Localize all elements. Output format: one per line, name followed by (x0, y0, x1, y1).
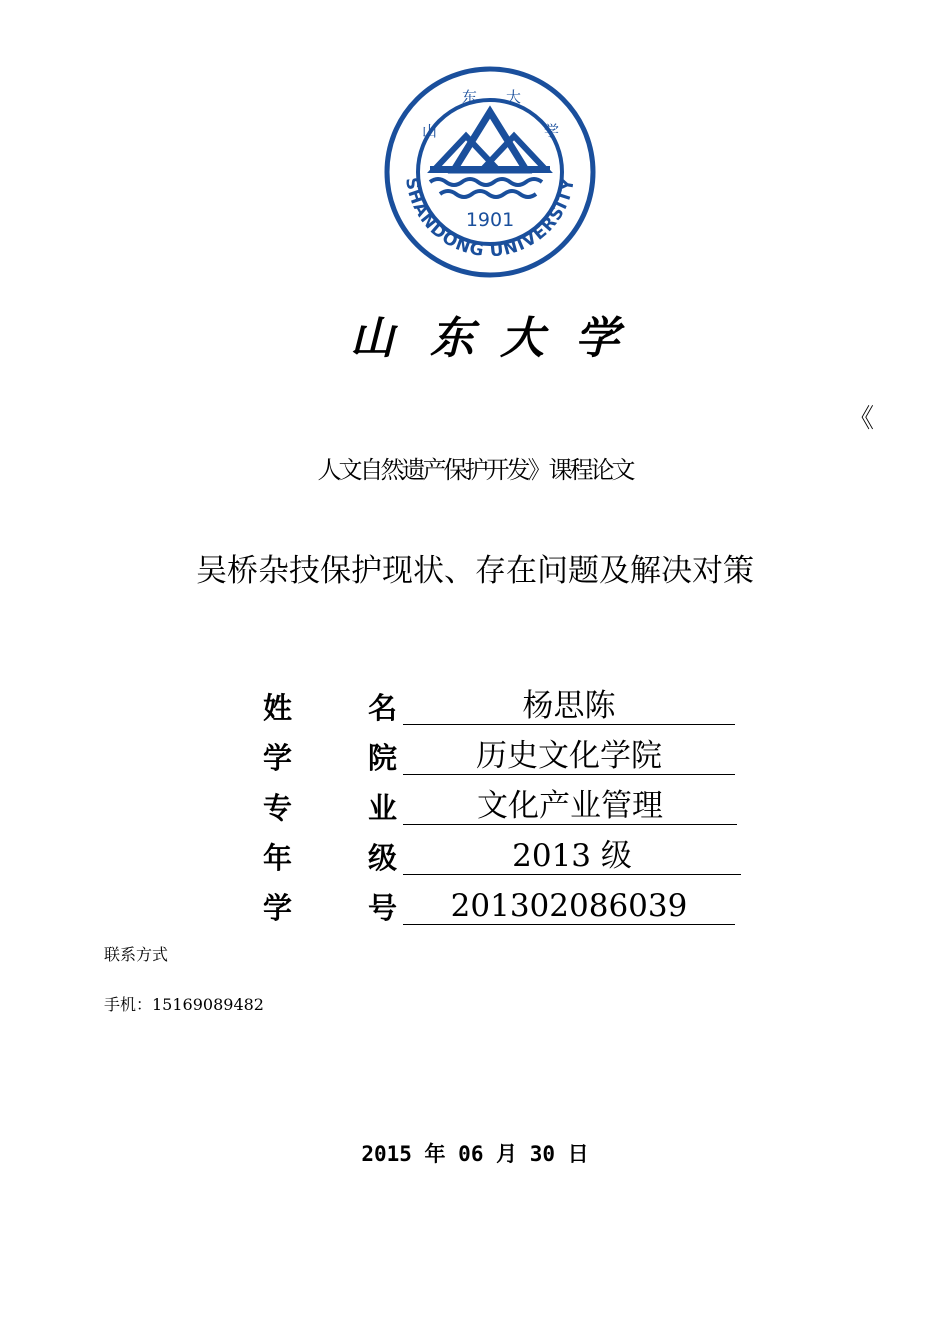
calligraphy-char-2: 东 (430, 313, 474, 364)
seal-year: 1901 (465, 209, 515, 231)
seal-char-1: 山 (422, 122, 438, 140)
info-label-second: 名 (368, 691, 398, 725)
university-seal-logo (384, 66, 596, 278)
seal-char-2: 东 (462, 88, 478, 106)
info-label-first: 年 (263, 841, 293, 875)
phone-number: 手机：15169089482 (104, 995, 264, 1014)
info-value-student-id: 201302086039 (403, 886, 735, 925)
info-row-college (263, 736, 743, 784)
info-label-second: 号 (368, 891, 398, 925)
submission-date: 2015 年 06 月 30 日 (361, 1142, 589, 1166)
calligraphy-char-1: 山 (350, 313, 394, 364)
info-row-grade (263, 836, 743, 884)
info-label-first: 姓 (263, 691, 293, 725)
info-value-name: 杨思陈 (403, 686, 735, 725)
info-label-second: 业 (368, 791, 398, 825)
info-label-first: 专 (263, 791, 293, 825)
mountain-emblem-icon (430, 112, 550, 197)
seal-outer-text: SHANDONG UNIVERSITY (401, 176, 579, 262)
course-title-line: 人文自然遗产保护开发》课程论文 (317, 456, 633, 484)
contact-label: 联系方式 (104, 945, 169, 964)
info-label-second: 级 (368, 841, 398, 875)
calligraphy-char-4: 学 (575, 313, 619, 364)
info-value-grade: 2013 级 (403, 836, 741, 875)
info-row-major (263, 786, 743, 834)
info-label-first: 学 (263, 891, 293, 925)
info-value-college: 历史文化学院 (403, 736, 735, 775)
info-label-second: 院 (368, 741, 398, 775)
info-row-student-id (263, 886, 743, 934)
info-label-first: 学 (263, 741, 293, 775)
calligraphy-university-name (340, 305, 630, 365)
seal-char-3: 大 (506, 88, 522, 106)
calligraphy-char-3: 大 (500, 313, 544, 364)
paper-title: 吴桥杂技保护现状、存在问题及解决对策 (196, 553, 754, 589)
course-open-bracket: 《 (848, 404, 875, 434)
info-value-major: 文化产业管理 (403, 786, 737, 825)
info-row-name (263, 686, 743, 734)
seal-char-4: 学 (544, 122, 560, 140)
